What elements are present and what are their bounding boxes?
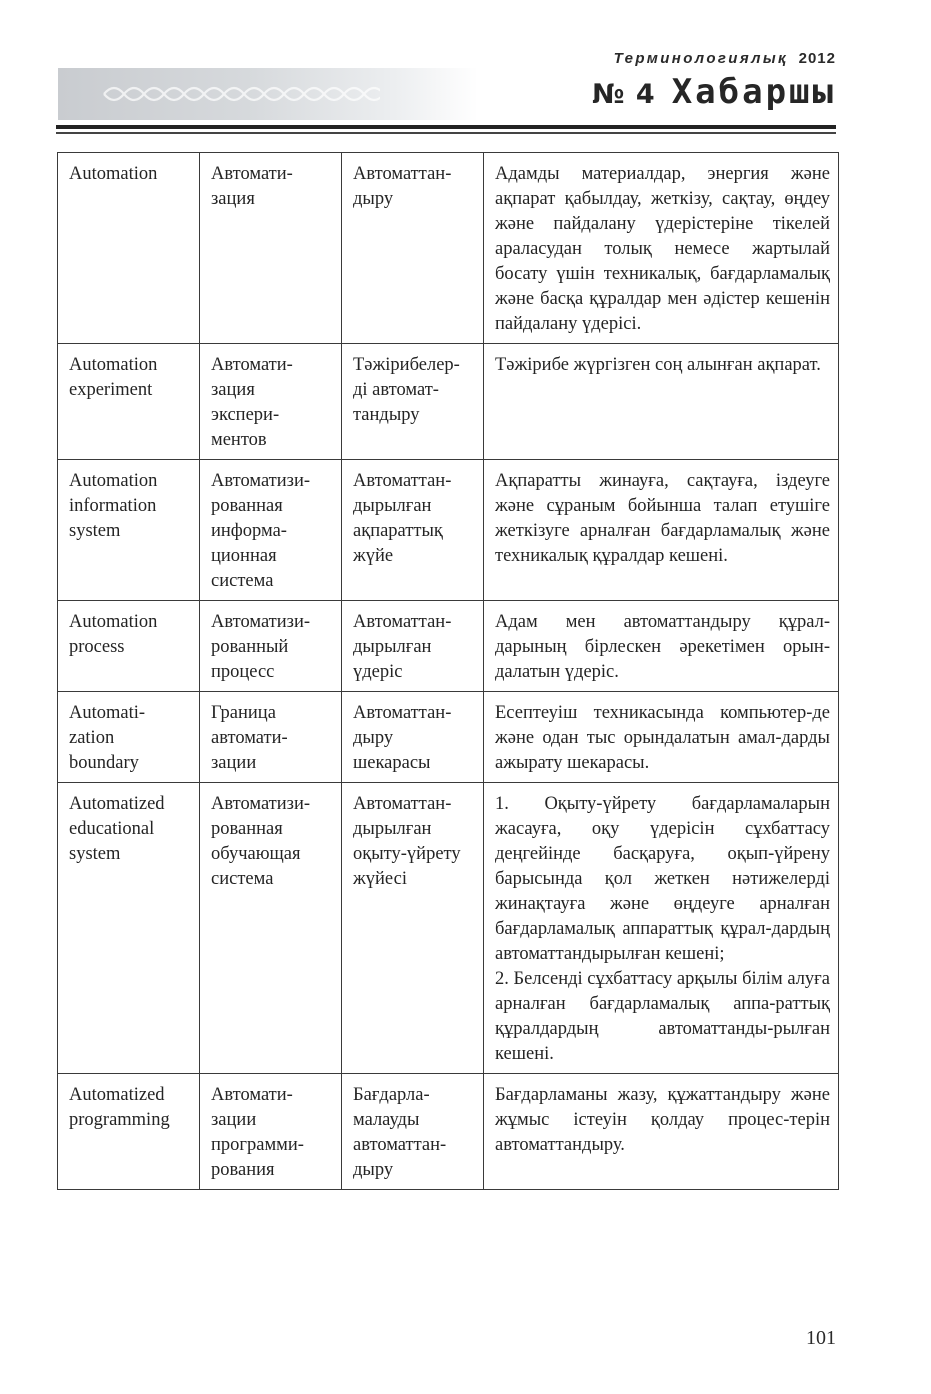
term-kazakh-line: тандыру xyxy=(353,405,420,425)
term-russian-line: Автоматизи- xyxy=(211,471,311,491)
term-russian-line: экспери- xyxy=(211,405,280,425)
header-rule-thick xyxy=(56,125,836,129)
term-english-line: Automation xyxy=(69,355,158,375)
term-russian-line: Автомати- xyxy=(211,355,293,375)
term-english-line: Automation xyxy=(69,471,158,491)
term-kazakh xyxy=(342,1074,484,1190)
term-russian-line: зации xyxy=(211,1110,257,1130)
issue-number: № 4 xyxy=(592,79,656,110)
term-kazakh xyxy=(342,153,484,344)
term-kazakh-line: оқыту-үйрету xyxy=(353,844,461,864)
term-kazakh-line: дырылған xyxy=(353,496,432,516)
term-kazakh-line: ақпараттық xyxy=(353,521,443,541)
term-russian-line: программи- xyxy=(211,1135,304,1155)
table-row xyxy=(58,153,839,344)
term-english xyxy=(58,460,200,601)
term-definition xyxy=(484,692,839,783)
table-row xyxy=(58,692,839,783)
term-english xyxy=(58,153,200,344)
term-english-line: boundary xyxy=(69,753,139,773)
term-english-line: system xyxy=(69,521,121,541)
journal-name xyxy=(614,50,836,67)
term-russian-line: рования xyxy=(211,1160,275,1180)
term-russian-line: автомати- xyxy=(211,728,288,748)
term-kazakh-line: Автоматтан- xyxy=(353,703,452,723)
term-kazakh-line: Бағдарла- xyxy=(353,1085,430,1105)
term-russian xyxy=(200,344,342,460)
term-english-line: system xyxy=(69,844,121,864)
term-kazakh-line: дыру xyxy=(353,1160,394,1180)
term-definition xyxy=(484,153,839,344)
term-russian-line: зация xyxy=(211,189,255,209)
term-definition xyxy=(484,460,839,601)
term-russian-line: процесс xyxy=(211,662,275,682)
term-russian-line: рованная xyxy=(211,819,283,839)
term-kazakh xyxy=(342,783,484,1074)
term-definition xyxy=(484,783,839,1074)
term-russian xyxy=(200,601,342,692)
term-english-line: educational xyxy=(69,819,155,839)
term-russian-line: система xyxy=(211,571,274,591)
term-definition xyxy=(484,1074,839,1190)
ornament-pattern-icon xyxy=(100,78,380,110)
term-kazakh-line: дыру xyxy=(353,189,394,209)
term-kazakh-line: дырылған xyxy=(353,637,432,657)
term-kazakh xyxy=(342,692,484,783)
issue-title: Хабаршы xyxy=(671,72,836,112)
term-russian xyxy=(200,460,342,601)
term-kazakh-line: жүйе xyxy=(353,546,394,566)
term-english-line: process xyxy=(69,637,125,657)
term-kazakh-line: Тәжірибелер- xyxy=(353,355,460,375)
term-kazakh-line: жүйесі xyxy=(353,869,407,889)
definition-paragraph: Есептеуіш техникасында компьютер-де және одан тыс орындалатын амал-дарды ажырату шекарасы. xyxy=(495,703,830,773)
term-kazakh-line: автоматтан- xyxy=(353,1135,447,1155)
term-russian-line: ментов xyxy=(211,430,267,450)
term-english-line: Automatized xyxy=(69,1085,165,1105)
term-kazakh-line: малауды xyxy=(353,1110,420,1130)
table-row xyxy=(58,460,839,601)
term-kazakh-line: дырылған xyxy=(353,819,432,839)
term-russian xyxy=(200,153,342,344)
term-russian xyxy=(200,783,342,1074)
journal-year: 2012 xyxy=(798,50,836,67)
term-english-line: Automation xyxy=(69,164,158,184)
term-english xyxy=(58,783,200,1074)
page-header xyxy=(0,0,931,140)
term-russian xyxy=(200,1074,342,1190)
term-russian-line: Автомати- xyxy=(211,164,293,184)
definition-paragraph: 1. Оқыту-үйрету бағдарламаларын жасауға, оқу үдерісін сұхбаттасу деңгейінде басқаруға, оқып-үйрену барысында қол жеткен нәтижелерді жинақтауға және өңдеуге арналған бағдарламалық аппараттық құрал-дардың автоматтандырылған кешені; xyxy=(495,794,830,964)
term-russian-line: обучающая xyxy=(211,844,301,864)
term-russian-line: зация xyxy=(211,380,255,400)
term-kazakh-line: үдеріс xyxy=(353,662,403,682)
page-number: 101 xyxy=(806,1327,836,1349)
term-russian-line: информа- xyxy=(211,521,287,541)
term-english-line: programming xyxy=(69,1110,170,1130)
terminology-table-body xyxy=(58,153,839,1190)
issue-heading xyxy=(592,72,836,112)
term-kazakh-line: Автоматтан- xyxy=(353,164,452,184)
term-english-line: Automation xyxy=(69,612,158,632)
table-row xyxy=(58,344,839,460)
term-russian-line: Граница xyxy=(211,703,276,723)
journal-title: Терминологиялық xyxy=(613,50,789,67)
term-kazakh-line: Автоматтан- xyxy=(353,471,452,491)
definition-paragraph: 2. Белсенді сұхбаттасу арқылы білім алуға арналған бағдарламалық аппа-раттық құралдардың автоматтанды-рылған кешені. xyxy=(495,969,830,1064)
term-definition xyxy=(484,344,839,460)
definition-paragraph: Адам мен автоматтандыру құрал-дарының бірлескен әрекетімен орын-далатын үдеріс. xyxy=(495,612,830,682)
term-kazakh-line: дыру xyxy=(353,728,394,748)
term-kazakh xyxy=(342,460,484,601)
table-row xyxy=(58,601,839,692)
header-rule-thin xyxy=(56,132,836,134)
definition-paragraph: Ақпаратты жинауға, сақтауға, іздеуге және сұраным бойынша талап етушіге жеткізуге арналған бағдарламалық және техникалық құралдар кешені. xyxy=(495,471,830,566)
term-russian xyxy=(200,692,342,783)
term-english-line: Automatized xyxy=(69,794,165,814)
terminology-table xyxy=(57,152,839,1190)
term-english-line: zation xyxy=(69,728,115,748)
term-kazakh-line: ді автомат- xyxy=(353,380,439,400)
term-russian-line: Автомати- xyxy=(211,1085,293,1105)
term-english-line: information xyxy=(69,496,157,516)
term-russian-line: Автоматизи- xyxy=(211,794,311,814)
term-russian-line: рованный xyxy=(211,637,289,657)
term-kazakh-line: Автоматтан- xyxy=(353,612,452,632)
term-russian-line: ционная xyxy=(211,546,277,566)
term-english xyxy=(58,601,200,692)
term-kazakh xyxy=(342,601,484,692)
definition-paragraph: Тәжірибе жүргізген соң алынған ақпарат. xyxy=(495,355,821,375)
term-definition xyxy=(484,601,839,692)
table-row xyxy=(58,783,839,1074)
term-russian-line: система xyxy=(211,869,274,889)
term-english xyxy=(58,692,200,783)
definition-paragraph: Адамды материалдар, энергия және ақпарат қабылдау, жеткізу, сақтау, өңдеу және пайдалану үдерістеріне тікелей араласудан толық немесе жартылай босату үшін техникалық, бағдарламалық және басқа құралдар мен әдістер кешенін пайдалану үдерісі. xyxy=(495,164,830,334)
term-english-line: experiment xyxy=(69,380,153,400)
term-kazakh-line: шекарасы xyxy=(353,753,431,773)
term-english xyxy=(58,1074,200,1190)
term-english-line: Automati- xyxy=(69,703,146,723)
term-kazakh xyxy=(342,344,484,460)
definition-paragraph: Бағдарламаны жазу, құжаттандыру және жұмыс істеуін қолдау процес-терін автоматтандыру. xyxy=(495,1085,830,1155)
term-english xyxy=(58,344,200,460)
term-russian-line: рованная xyxy=(211,496,283,516)
term-russian-line: Автоматизи- xyxy=(211,612,311,632)
term-kazakh-line: Автоматтан- xyxy=(353,794,452,814)
term-russian-line: зации xyxy=(211,753,257,773)
table-row xyxy=(58,1074,839,1190)
